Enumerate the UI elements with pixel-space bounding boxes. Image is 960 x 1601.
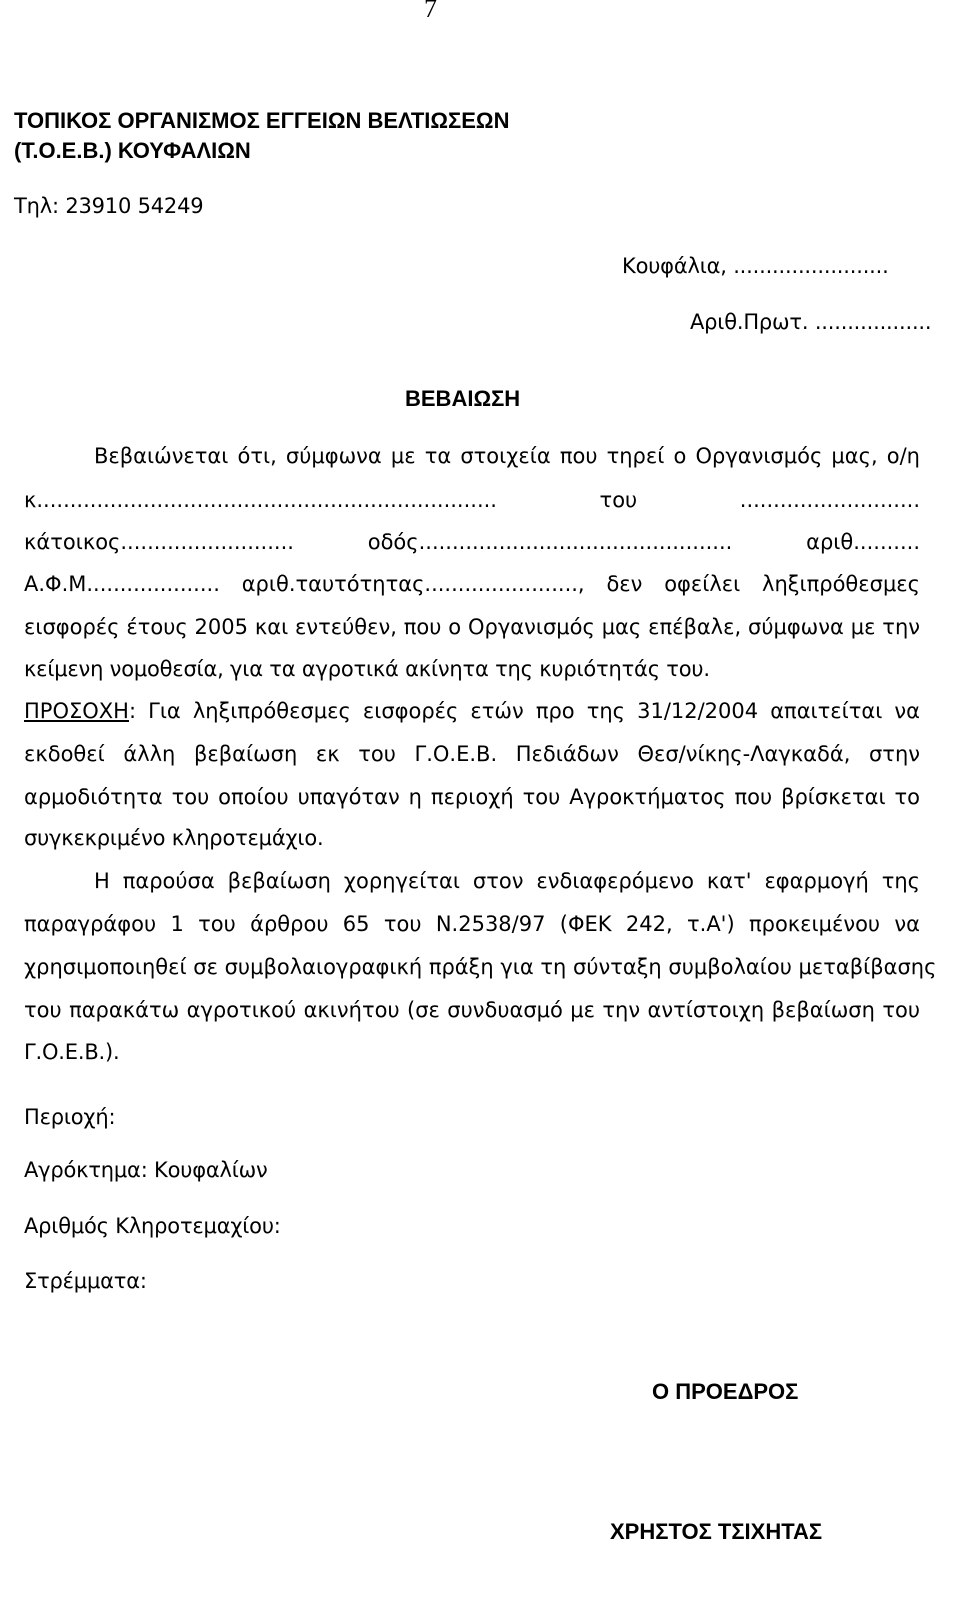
document-title: ΒΕΒΑΙΩΣΗ [405,386,521,411]
father-field: ........................... [739,488,920,512]
para2-line-2: παραγράφου 1 του άρθρου 65 του Ν.2538/97 (ΦΕΚ 242, τ.Α') προκειμένου να [24,912,920,936]
afm-field: Α.Φ.Μ.................... [24,572,220,596]
body-line-5: εισφορές έτους 2005 και εντεύθεν, που ο Οργανισμός μας επέβαλε, σύμφωνα με την [24,615,920,639]
area-field: Περιοχή: [24,1105,116,1129]
number-field: αριθ.......... [806,530,920,554]
para2-line-4: του παρακάτω αγροτικού ακινήτου (σε συνδυασμό με την αντίστοιχη βεβαίωση του [24,998,920,1022]
org-phone: Τηλ: 23910 54249 [14,194,204,218]
father-label: του [599,488,638,512]
body-line-4 [24,572,920,596]
notice-line-3: αρμοδιότητα του οποίου υπαγόταν η περιοχή του Αγροκτήματος που βρίσκεται το [24,785,920,809]
name-field: κ..................................................................... [24,488,497,512]
notice-text-1: : Για ληξιπρόθεσμες εισφορές ετών προ της 31/12/2004 απαιτείται να [128,699,920,723]
page-number: 7 [424,0,437,23]
org-name-line1: ΤΟΠΙΚΟΣ ΟΡΓΑΝΙΣΜΟΣ ΕΓΓΕΙΩΝ ΒΕΛΤΙΩΣΕΩΝ [14,108,510,133]
body-line-1: Βεβαιώνεται ότι, σύμφωνα με τα στοιχεία που τηρεί ο Οργανισμός μας, ο/η [94,444,920,468]
body-line-2 [24,488,920,512]
body-line-6: κείμενη νομοθεσία, για τα αγροτικά ακίνητα της κυριότητάς του. [24,657,710,681]
signature-name: ΧΡΗΣΤΟΣ ΤΣΙΧΗΤΑΣ [610,1519,823,1544]
body-line-3 [24,530,920,554]
no-debt-text: δεν οφείλει ληξιπρόθεσμες [606,572,920,596]
notice-line-2: εκδοθεί άλλη βεβαίωση εκ του Γ.Ο.Ε.Β. Πεδιάδων Θεσ/νίκης-Λαγκαδά, στην [24,742,920,766]
id-field: αριθ.ταυτότητας......................., [241,572,585,596]
street-field: οδός............................................... [367,530,733,554]
acres-field: Στρέμματα: [24,1269,147,1293]
signature-role: Ο ΠΡΟΕΔΡΟΣ [652,1379,799,1404]
para2-line-5: Γ.Ο.Ε.Β.). [24,1040,120,1064]
plot-field: Αριθμός Κληροτεμαχίου: [24,1214,281,1238]
org-name-line2: (Τ.Ο.Ε.Β.) ΚΟΥΦΑΛΙΩΝ [14,138,251,163]
notice-line-4: συγκεκριμένο κληροτεμάχιο. [24,826,324,850]
para2-line-1: Η παρούσα βεβαίωση χορηγείται στον ενδιαφερόμενο κατ' εφαρμογή της [94,869,920,893]
place-date: Κουφάλια, ........................ [622,254,889,278]
protocol-number: Αριθ.Πρωτ. .................. [690,310,932,334]
estate-field: Αγρόκτημα: Κουφαλίων [24,1158,268,1182]
residence-field: κάτοικος.......................... [24,530,294,554]
notice-label: ΠΡΟΣΟΧΗ [24,699,129,723]
notice-line-1 [24,699,920,723]
para2-line-3: χρησιμοποιηθεί σε συμβολαιογραφική πράξη για τη σύνταξη συμβολαίου μεταβίβασης [24,955,937,979]
